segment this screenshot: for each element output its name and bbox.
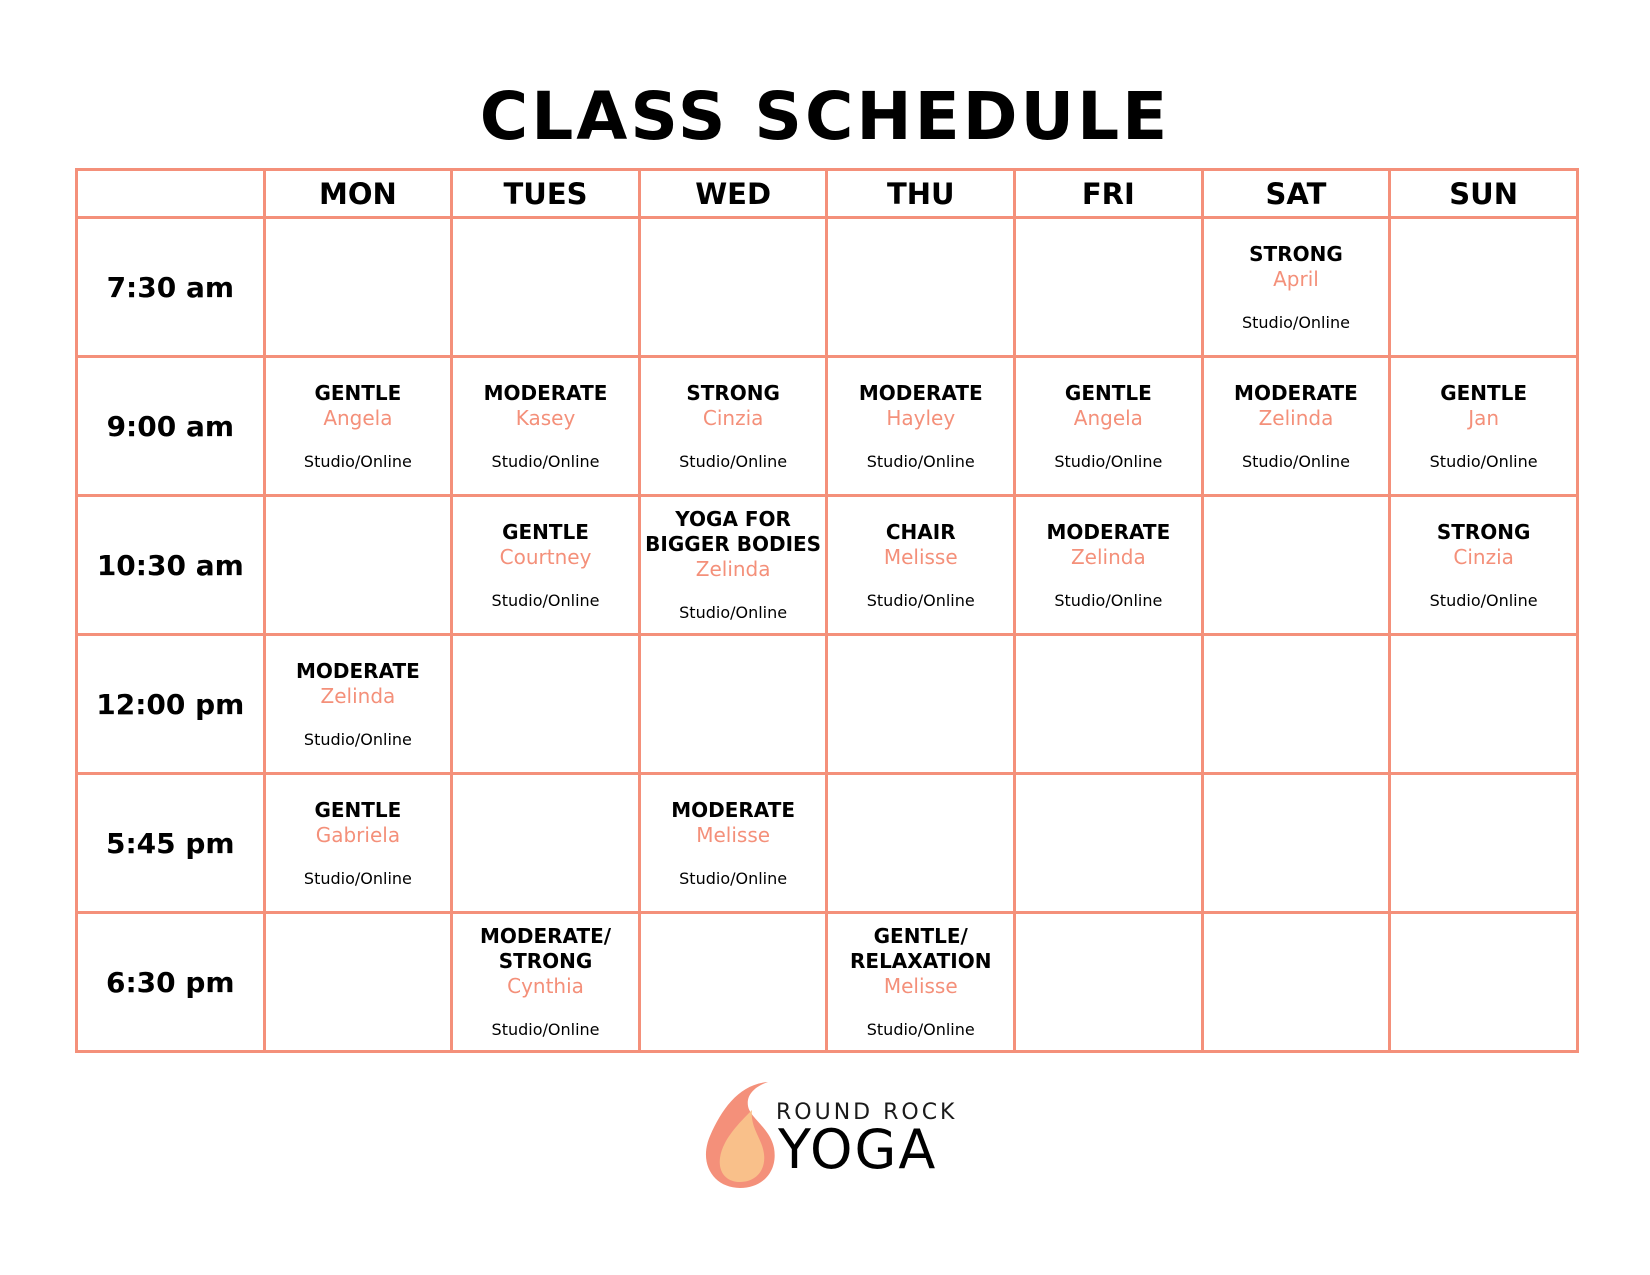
schedule-cell <box>827 496 1015 635</box>
class-name: GENTLE <box>314 380 402 405</box>
class-teacher: Zelinda <box>1070 544 1146 569</box>
schedule-cell <box>639 218 827 357</box>
schedule-cell <box>639 635 827 774</box>
class-teacher: Zelinda <box>695 557 771 581</box>
class-location: Studio/Online <box>679 868 788 888</box>
class-location: Studio/Online <box>491 590 600 610</box>
schedule-cell <box>264 357 452 496</box>
schedule-cell <box>1015 913 1203 1052</box>
schedule-cell <box>264 218 452 357</box>
day-header-mon: MON <box>264 170 452 218</box>
class-teacher: Cynthia <box>507 974 584 998</box>
time-label: 5:45 pm <box>77 774 265 913</box>
schedule-cell <box>452 218 640 357</box>
schedule-cell <box>1015 496 1203 635</box>
class-name: YOGA FOR BIGGER BODIES <box>645 507 822 556</box>
class-teacher: Hayley <box>886 405 956 430</box>
class-entry <box>641 507 826 623</box>
schedule-table <box>75 168 1579 1053</box>
class-name: MODERATE <box>1046 519 1171 544</box>
schedule-cell <box>1390 635 1578 774</box>
schedule-cell <box>639 496 827 635</box>
time-slot-row <box>77 913 1578 1052</box>
class-name: MODERATE <box>1234 380 1358 405</box>
day-header-thu: THU <box>827 170 1015 218</box>
time-label: 6:30 pm <box>77 913 265 1052</box>
class-teacher: Kasey <box>515 405 576 430</box>
day-header-fri: FRI <box>1015 170 1203 218</box>
schedule-cell <box>1202 774 1390 913</box>
class-name: MODERATE <box>296 658 420 683</box>
class-name: GENTLE/ RELAXATION <box>850 924 992 973</box>
class-name: MODERATE <box>483 380 608 405</box>
class-name: STRONG <box>1249 241 1343 266</box>
class-location: Studio/Online <box>303 451 412 471</box>
schedule-cell <box>264 496 452 635</box>
class-entry <box>266 659 451 750</box>
schedule-cell <box>827 357 1015 496</box>
corner-cell <box>77 170 265 218</box>
class-location: Studio/Online <box>1429 590 1538 610</box>
class-teacher: Angela <box>1073 405 1143 430</box>
class-location: Studio/Online <box>866 590 975 610</box>
schedule-cell <box>827 635 1015 774</box>
time-label: 7:30 am <box>77 218 265 357</box>
day-header-sat: SAT <box>1202 170 1390 218</box>
schedule-cell <box>827 218 1015 357</box>
schedule-cell <box>1202 218 1390 357</box>
class-entry <box>453 381 638 472</box>
schedule-cell <box>1390 218 1578 357</box>
time-slot-row <box>77 218 1578 357</box>
time-label: 12:00 pm <box>77 635 265 774</box>
class-name: CHAIR <box>885 519 956 544</box>
time-slot-row <box>77 635 1578 774</box>
class-teacher: April <box>1273 266 1319 291</box>
class-name: STRONG <box>1436 519 1531 544</box>
round-rock-yoga-logo <box>700 1078 960 1193</box>
class-teacher: Cinzia <box>702 405 764 430</box>
schedule-cell <box>264 913 452 1052</box>
schedule-cell <box>1390 913 1578 1052</box>
day-header-wed: WED <box>639 170 827 218</box>
class-location: Studio/Online <box>866 451 975 471</box>
class-entry <box>1391 520 1576 611</box>
time-slot-row <box>77 357 1578 496</box>
schedule-cell <box>1390 357 1578 496</box>
class-teacher: Zelinda <box>320 683 396 708</box>
schedule-cell <box>1015 774 1203 913</box>
class-teacher: Melisse <box>883 544 958 569</box>
schedule-cell <box>1390 774 1578 913</box>
class-entry <box>453 520 638 611</box>
class-name: GENTLE <box>1440 380 1528 405</box>
class-entry <box>1016 381 1201 472</box>
schedule-cell <box>1202 496 1390 635</box>
class-teacher: Melisse <box>883 974 958 998</box>
class-location: Studio/Online <box>1241 312 1350 332</box>
class-location: Studio/Online <box>1054 590 1163 610</box>
day-header-sun: SUN <box>1390 170 1578 218</box>
class-entry <box>828 520 1013 611</box>
schedule-cell <box>1202 913 1390 1052</box>
class-entry <box>453 924 638 1040</box>
class-entry <box>266 381 451 472</box>
class-name: GENTLE <box>502 519 589 544</box>
logo-text-yoga: YOGA <box>778 1118 938 1181</box>
class-location: Studio/Online <box>866 1020 975 1039</box>
schedule-cell <box>452 913 640 1052</box>
time-label: 10:30 am <box>77 496 265 635</box>
class-location: Studio/Online <box>491 451 600 471</box>
schedule-cell <box>452 635 640 774</box>
class-location: Studio/Online <box>1054 451 1163 471</box>
schedule-cell <box>1390 496 1578 635</box>
class-name: MODERATE/ STRONG <box>479 924 612 973</box>
schedule-cell <box>639 913 827 1052</box>
schedule-cell <box>452 774 640 913</box>
class-entry <box>828 381 1013 472</box>
schedule-cell <box>827 774 1015 913</box>
logo-text-round-rock: ROUND ROCK <box>776 1100 958 1125</box>
class-location: Studio/Online <box>1429 451 1538 471</box>
class-name: GENTLE <box>1064 380 1152 405</box>
class-teacher: Gabriela <box>315 822 401 847</box>
class-location: Studio/Online <box>491 1020 600 1039</box>
page-title: CLASS SCHEDULE <box>479 78 1171 155</box>
class-teacher: Courtney <box>499 544 592 569</box>
flame-drop-icon <box>700 1078 780 1193</box>
class-name: GENTLE <box>314 797 402 822</box>
schedule-cell <box>264 774 452 913</box>
class-teacher: Cinzia <box>1453 544 1514 569</box>
schedule-cell <box>1015 357 1203 496</box>
class-location: Studio/Online <box>303 868 412 888</box>
class-teacher: Angela <box>323 405 393 430</box>
schedule-cell <box>639 357 827 496</box>
class-teacher: Jan <box>1468 405 1500 430</box>
time-slot-row <box>77 774 1578 913</box>
class-location: Studio/Online <box>679 603 788 622</box>
class-entry <box>1204 242 1389 333</box>
schedule-cell <box>1015 218 1203 357</box>
day-header-row <box>77 170 1578 218</box>
class-entry <box>828 924 1013 1040</box>
class-entry <box>1016 520 1201 611</box>
class-name: STRONG <box>686 380 780 405</box>
class-teacher: Melisse <box>696 822 771 847</box>
class-entry <box>641 798 826 889</box>
class-entry <box>1204 381 1389 472</box>
schedule-cell <box>264 635 452 774</box>
class-entry <box>266 798 451 889</box>
schedule-cell <box>452 357 640 496</box>
class-location: Studio/Online <box>303 729 412 749</box>
class-teacher: Zelinda <box>1258 405 1334 430</box>
class-location: Studio/Online <box>679 451 788 471</box>
schedule-cell <box>452 496 640 635</box>
schedule-cell <box>827 913 1015 1052</box>
time-label: 9:00 am <box>77 357 265 496</box>
class-entry <box>1391 381 1576 472</box>
day-header-tues: TUES <box>452 170 640 218</box>
class-location: Studio/Online <box>1241 451 1350 471</box>
time-slot-row <box>77 496 1578 635</box>
class-entry <box>641 381 826 472</box>
schedule-cell <box>639 774 827 913</box>
schedule-cell <box>1202 357 1390 496</box>
schedule-cell <box>1202 635 1390 774</box>
schedule-cell <box>1015 635 1203 774</box>
class-name: MODERATE <box>671 797 796 822</box>
class-name: MODERATE <box>858 380 983 405</box>
